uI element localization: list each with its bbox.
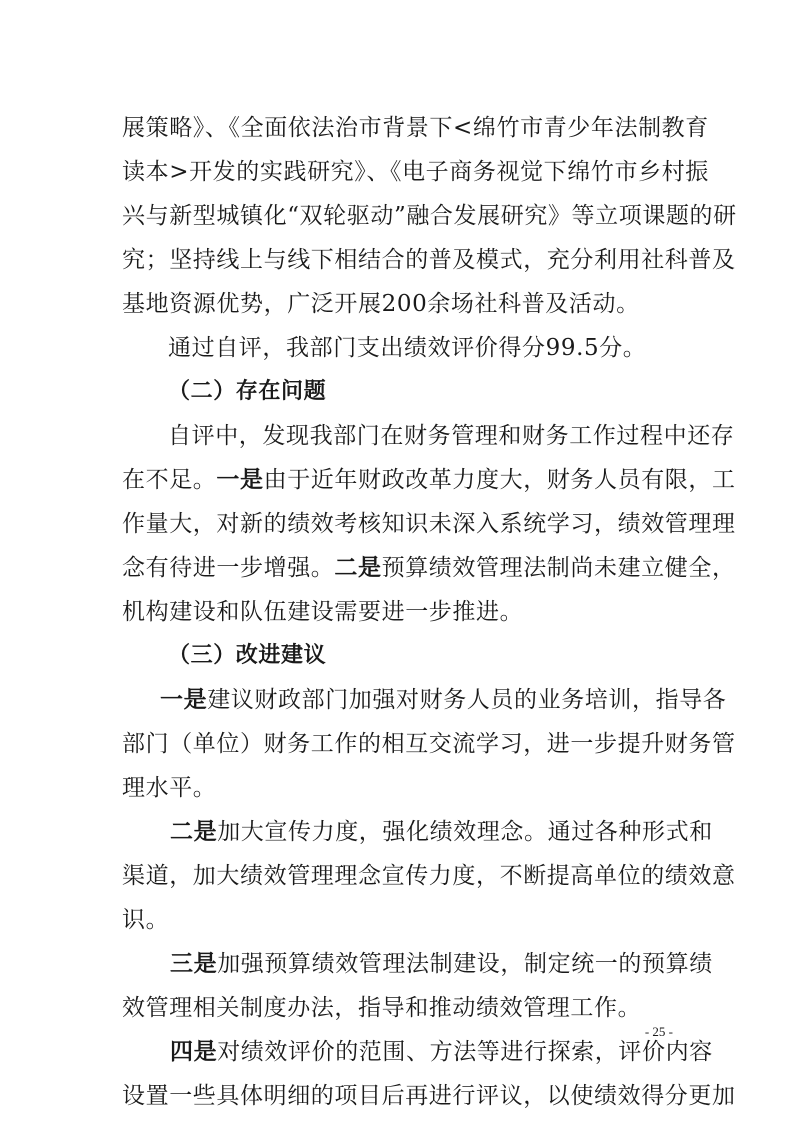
lead-marker: 四是 [170,1039,218,1065]
suggestion-text: 建议财政部门加强对财务人员的业务培训，指导各 [207,687,727,713]
lead-marker: 三是 [170,951,218,977]
section-heading-problems: （二）存在问题 [168,379,327,404]
score-statement: 通过自评，我部门支出绩效评价得分99.5分。 [168,335,647,361]
paragraph-text: 念有待进一步增强。 [122,555,335,581]
suggestion-line: 识。 [122,907,170,933]
lead-marker: 二是 [170,819,218,845]
suggestion-line [170,948,713,980]
lead-marker: 一是 [216,467,264,493]
paragraph-line: 自评中，发现我部门在财务管理和财务工作过程中还存 [168,423,735,449]
suggestion-line: 部门（单位）财务工作的相互交流学习，进一步提升财务管 [122,731,736,757]
suggestion-line: 设置一些具体明细的项目后再进行评议，以使绩效得分更加 [122,1083,736,1109]
suggestion-text: 加大宣传力度，强化绩效理念。通过各种形式和 [217,819,713,845]
paragraph-line: 读本>开发的实践研究》、《电子商务视觉下绵竹市乡村振 [122,159,709,185]
page-number: - 25 - [644,1024,673,1039]
suggestion-line [160,684,726,716]
paragraph-text: 在不足。 [122,467,217,493]
paragraph-line: 机构建设和队伍建设需要进一步推进。 [122,599,524,625]
lead-marker: 二是 [334,555,382,581]
paragraph-line: 兴与新型城镇化“双轮驱动”融合发展研究》等立项课题的研 [122,203,737,229]
suggestion-text: 加强预算绩效管理法制建设，制定统一的预算绩 [217,951,713,977]
suggestion-line: 效管理相关制度办法，指导和推动绩效管理工作。 [122,995,642,1021]
paragraph-line [122,552,736,584]
suggestion-line [170,816,713,848]
suggestion-line: 理水平。 [122,775,217,801]
suggestion-line [170,1036,713,1068]
paragraph-line: 作量大，对新的绩效考核知识未深入系统学习，绩效管理理 [122,511,736,537]
section-heading-suggestions: （三）改进建议 [168,643,327,668]
paragraph-line: 基地资源优势，广泛开展200余场社科普及活动。 [122,291,640,317]
suggestion-text: 对绩效评价的范围、方法等进行探索，评价内容 [217,1039,713,1065]
lead-marker: 一是 [160,687,208,713]
suggestion-line: 渠道，加大绩效管理理念宣传力度，不断提高单位的绩效意 [122,863,736,889]
paragraph-line: 展策略》、《全面依法治市背景下<绵竹市青少年法制教育 [122,115,709,141]
paragraph-text: 预算绩效管理法制尚未建立健全， [381,555,736,581]
paragraph-text: 由于近年财政改革力度大，财务人员有限，工 [263,467,736,493]
paragraph-line [122,464,736,496]
paragraph-line: 究；坚持线上与线下相结合的普及模式，充分利用社科普及 [122,247,736,273]
